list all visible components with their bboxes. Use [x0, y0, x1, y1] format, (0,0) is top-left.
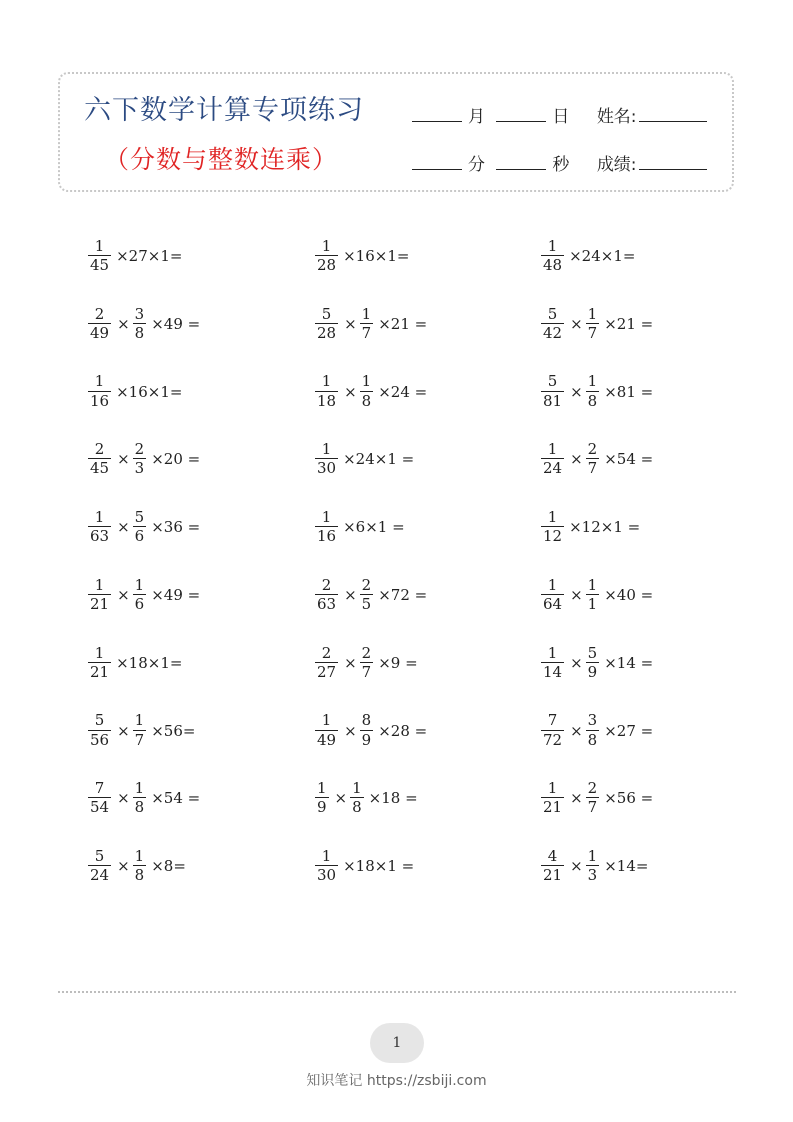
denominator: 8 — [134, 798, 145, 817]
fraction — [315, 441, 338, 478]
problem-tail: ×16×1= — [116, 382, 183, 401]
date-name-row — [406, 102, 713, 127]
problem-tail: ×9 = — [378, 653, 418, 672]
denominator: 7 — [134, 730, 145, 749]
denominator: 27 — [317, 662, 337, 681]
math-problem — [88, 572, 200, 618]
numerator: 2 — [321, 643, 332, 662]
fraction — [315, 780, 329, 817]
fraction — [586, 441, 600, 478]
fraction — [133, 306, 147, 343]
math-problem — [88, 436, 200, 482]
fraction — [541, 848, 564, 885]
fraction — [88, 441, 111, 478]
math-problem — [88, 301, 200, 347]
math-problem — [88, 775, 200, 821]
minute-blank[interactable] — [412, 168, 462, 170]
numerator: 2 — [134, 440, 145, 459]
numerator: 1 — [134, 779, 145, 798]
times-sign: × — [570, 857, 583, 876]
fraction — [360, 306, 374, 343]
math-problem — [541, 436, 653, 482]
fraction — [541, 509, 564, 546]
denominator: 6 — [134, 595, 145, 613]
fraction — [88, 780, 111, 817]
math-problem — [541, 708, 653, 754]
math-problem — [315, 436, 414, 482]
math-problem — [315, 843, 414, 889]
times-sign: × — [117, 857, 130, 876]
problem-tail: ×20 = — [151, 450, 201, 469]
math-problem — [315, 775, 418, 821]
times-sign: × — [570, 789, 583, 808]
numerator: 1 — [547, 507, 558, 526]
numerator: 1 — [547, 643, 558, 662]
math-problem — [541, 775, 653, 821]
denominator: 8 — [361, 391, 372, 410]
denominator: 21 — [90, 662, 110, 681]
times-sign: × — [344, 653, 357, 672]
denominator: 18 — [317, 391, 337, 410]
fraction — [586, 712, 600, 749]
denominator: 3 — [134, 459, 145, 478]
numerator: 1 — [94, 372, 105, 391]
numerator: 2 — [321, 575, 332, 594]
times-sign: × — [570, 586, 583, 604]
problem-tail: ×54 = — [604, 450, 654, 469]
numerator: 3 — [587, 711, 598, 730]
denominator: 63 — [90, 527, 110, 546]
times-sign: × — [117, 789, 130, 808]
fraction — [133, 577, 147, 614]
denominator: 9 — [317, 798, 327, 817]
time-score-row — [406, 150, 713, 175]
numerator: 7 — [547, 711, 558, 730]
numerator: 1 — [547, 575, 558, 594]
fraction — [586, 848, 600, 885]
denominator: 24 — [90, 866, 110, 885]
fraction — [360, 645, 374, 682]
problem-tail: ×24×1 = — [343, 450, 415, 469]
denominator: 24 — [543, 459, 563, 478]
numerator: 2 — [587, 440, 598, 459]
problem-tail: ×18 = — [368, 789, 418, 808]
numerator: 1 — [134, 846, 145, 865]
denominator: 12 — [543, 527, 563, 546]
denominator: 48 — [543, 256, 563, 274]
fraction — [133, 441, 147, 478]
times-sign: × — [117, 450, 130, 469]
numerator: 1 — [321, 236, 332, 255]
denominator: 8 — [587, 730, 598, 749]
times-sign: × — [570, 382, 583, 401]
fraction — [88, 577, 111, 614]
denominator: 42 — [543, 323, 563, 342]
problem-tail: ×16×1= — [343, 247, 410, 265]
math-problem — [541, 572, 653, 618]
numerator: 1 — [547, 440, 558, 459]
fraction — [133, 509, 147, 546]
fraction — [88, 373, 111, 410]
numerator: 1 — [94, 236, 105, 255]
numerator: 5 — [94, 846, 105, 865]
denominator: 1 — [587, 595, 598, 613]
math-problem — [541, 504, 640, 550]
numerator: 1 — [587, 575, 598, 594]
times-sign: × — [344, 586, 357, 604]
fraction — [88, 509, 111, 546]
times-sign: × — [570, 450, 583, 469]
problem-tail: ×21 = — [378, 314, 428, 333]
fraction — [315, 238, 338, 275]
score-blank[interactable] — [639, 168, 707, 170]
math-problem — [541, 843, 648, 889]
times-sign: × — [344, 382, 357, 401]
numerator: 2 — [361, 643, 372, 662]
times-sign: × — [570, 653, 583, 672]
math-problem — [315, 504, 405, 550]
problem-tail: ×24×1= — [569, 247, 636, 265]
times-sign: × — [344, 721, 357, 740]
math-problem — [88, 233, 182, 279]
header-box — [58, 72, 734, 192]
score-label: 成绩: — [596, 155, 637, 175]
denominator: 9 — [361, 730, 372, 749]
page-subtitle: （分数与整数连乘） — [104, 145, 339, 174]
denominator: 21 — [543, 866, 563, 885]
numerator: 1 — [134, 711, 145, 730]
denominator: 9 — [587, 662, 598, 681]
denominator: 8 — [352, 798, 362, 817]
denominator: 7 — [361, 323, 372, 342]
fraction — [586, 373, 600, 410]
problem-tail: ×18×1 = — [343, 857, 415, 876]
math-problem — [88, 640, 182, 686]
problem-tail: ×56 = — [604, 789, 654, 808]
math-problem — [315, 369, 427, 415]
numerator: 5 — [547, 372, 558, 391]
math-problem — [541, 233, 635, 279]
fraction — [350, 780, 364, 817]
fraction — [315, 373, 338, 410]
fraction — [88, 306, 111, 343]
denominator: 7 — [587, 798, 598, 817]
numerator: 1 — [352, 779, 362, 798]
math-problem — [315, 708, 427, 754]
second-label: 秒 — [552, 155, 570, 175]
denominator: 6 — [134, 527, 145, 546]
day-blank[interactable] — [496, 120, 546, 122]
problem-tail: ×49 = — [151, 314, 201, 333]
footer-divider — [58, 991, 736, 993]
numerator: 1 — [94, 507, 105, 526]
numerator: 7 — [94, 779, 105, 798]
numerator: 1 — [94, 643, 105, 662]
math-problem — [315, 640, 418, 686]
problem-tail: ×72 = — [378, 586, 428, 604]
problem-tail: ×14 = — [604, 653, 654, 672]
denominator: 54 — [90, 798, 110, 817]
fraction — [541, 577, 564, 614]
problem-tail: ×49 = — [151, 586, 201, 604]
site-watermark: 知识笔记 https://zsbiji.com — [306, 1073, 487, 1089]
denominator: 7 — [361, 662, 372, 681]
times-sign: × — [117, 586, 130, 604]
problem-tail: ×14= — [604, 857, 649, 876]
numerator: 1 — [134, 575, 145, 594]
numerator: 5 — [547, 304, 558, 323]
fraction — [586, 577, 600, 614]
times-sign: × — [334, 789, 348, 808]
denominator: 45 — [90, 459, 110, 478]
math-problem — [541, 640, 653, 686]
fraction — [133, 712, 147, 749]
page-title: 六下数学计算专项练习 — [84, 95, 364, 126]
month-label: 月 — [468, 107, 485, 127]
numerator: 5 — [134, 507, 145, 526]
numerator: 1 — [547, 236, 558, 255]
problem-tail: ×12×1 = — [569, 518, 641, 537]
denominator: 8 — [134, 866, 145, 885]
problem-tail: ×54 = — [151, 789, 201, 808]
problem-tail: ×36 = — [151, 518, 201, 537]
numerator: 4 — [547, 846, 558, 865]
denominator: 30 — [317, 866, 337, 885]
denominator: 3 — [587, 866, 598, 885]
numerator: 2 — [587, 779, 598, 798]
denominator: 49 — [90, 323, 110, 342]
name-blank[interactable] — [639, 120, 707, 122]
fraction — [88, 712, 111, 749]
denominator: 7 — [587, 323, 598, 342]
math-problem — [88, 504, 200, 550]
numerator: 5 — [587, 643, 598, 662]
denominator: 63 — [317, 595, 337, 613]
denominator: 14 — [543, 662, 563, 681]
numerator: 1 — [587, 372, 598, 391]
page-number: 1 — [370, 1023, 424, 1063]
denominator: 5 — [361, 595, 372, 613]
times-sign: × — [117, 518, 130, 537]
fraction — [541, 373, 564, 410]
problem-tail: ×18×1= — [116, 653, 183, 672]
fraction — [88, 645, 111, 682]
numerator: 1 — [321, 711, 332, 730]
fraction — [541, 306, 564, 343]
denominator: 28 — [317, 256, 337, 274]
denominator: 16 — [317, 527, 337, 546]
numerator: 2 — [94, 440, 105, 459]
math-problem — [315, 572, 427, 618]
numerator: 2 — [361, 575, 372, 594]
denominator: 56 — [90, 730, 110, 749]
name-label: 姓名: — [596, 107, 637, 127]
denominator: 21 — [543, 798, 563, 817]
fraction — [315, 577, 338, 614]
denominator: 72 — [543, 730, 563, 749]
denominator: 21 — [90, 595, 110, 613]
day-label: 日 — [552, 107, 570, 127]
fraction — [88, 848, 111, 885]
numerator: 2 — [94, 304, 105, 323]
denominator: 8 — [587, 391, 598, 410]
fraction — [541, 645, 564, 682]
numerator: 1 — [321, 372, 332, 391]
times-sign: × — [344, 314, 357, 333]
math-problem — [315, 301, 427, 347]
math-problem — [88, 369, 182, 415]
denominator: 8 — [134, 323, 145, 342]
numerator: 3 — [134, 304, 145, 323]
fraction — [541, 238, 564, 275]
fraction — [360, 712, 374, 749]
problem-tail: ×27 = — [604, 721, 654, 740]
fraction — [360, 577, 374, 614]
times-sign: × — [117, 721, 130, 740]
denominator: 64 — [543, 595, 563, 613]
month-blank[interactable] — [412, 120, 462, 122]
problem-tail: ×24 = — [378, 382, 428, 401]
problem-tail: ×56= — [151, 721, 196, 740]
fraction — [541, 780, 564, 817]
math-problem — [88, 843, 186, 889]
problem-tail: ×81 = — [604, 382, 654, 401]
problem-tail: ×28 = — [378, 721, 428, 740]
times-sign: × — [570, 721, 583, 740]
fraction — [541, 441, 564, 478]
times-sign: × — [117, 314, 130, 333]
fraction — [541, 712, 564, 749]
fraction — [88, 238, 111, 275]
numerator: 1 — [321, 440, 332, 459]
denominator: 16 — [90, 391, 110, 410]
numerator: 1 — [587, 304, 598, 323]
fraction — [315, 712, 338, 749]
fraction — [586, 645, 600, 682]
fraction — [133, 848, 147, 885]
numerator: 1 — [361, 304, 372, 323]
numerator: 1 — [94, 575, 105, 594]
numerator: 1 — [321, 507, 332, 526]
numerator: 1 — [587, 846, 598, 865]
fraction — [315, 848, 338, 885]
numerator: 5 — [321, 304, 332, 323]
fraction — [315, 645, 338, 682]
minute-label: 分 — [468, 155, 485, 175]
problem-tail: ×8= — [151, 857, 186, 876]
math-problem — [88, 708, 195, 754]
denominator: 45 — [90, 256, 110, 274]
problem-tail: ×6×1 = — [343, 518, 405, 537]
problem-tail: ×21 = — [604, 314, 654, 333]
fraction — [586, 780, 600, 817]
numerator: 1 — [317, 779, 327, 798]
fraction — [315, 306, 338, 343]
denominator: 28 — [317, 323, 337, 342]
numerator: 1 — [321, 846, 332, 865]
problem-tail: ×40 = — [604, 586, 654, 604]
numerator: 1 — [547, 779, 558, 798]
numerator: 8 — [361, 711, 372, 730]
denominator: 7 — [587, 459, 598, 478]
fraction — [133, 780, 147, 817]
fraction — [360, 373, 374, 410]
math-problem — [315, 233, 409, 279]
times-sign: × — [570, 314, 583, 333]
numerator: 5 — [94, 711, 105, 730]
math-problem — [541, 301, 653, 347]
denominator: 30 — [317, 459, 337, 478]
problem-tail: ×27×1= — [116, 247, 183, 265]
math-problem — [541, 369, 653, 415]
second-blank[interactable] — [496, 168, 546, 170]
fraction — [586, 306, 600, 343]
fraction — [315, 509, 338, 546]
numerator: 1 — [361, 372, 372, 391]
denominator: 81 — [543, 391, 563, 410]
denominator: 49 — [317, 730, 337, 749]
